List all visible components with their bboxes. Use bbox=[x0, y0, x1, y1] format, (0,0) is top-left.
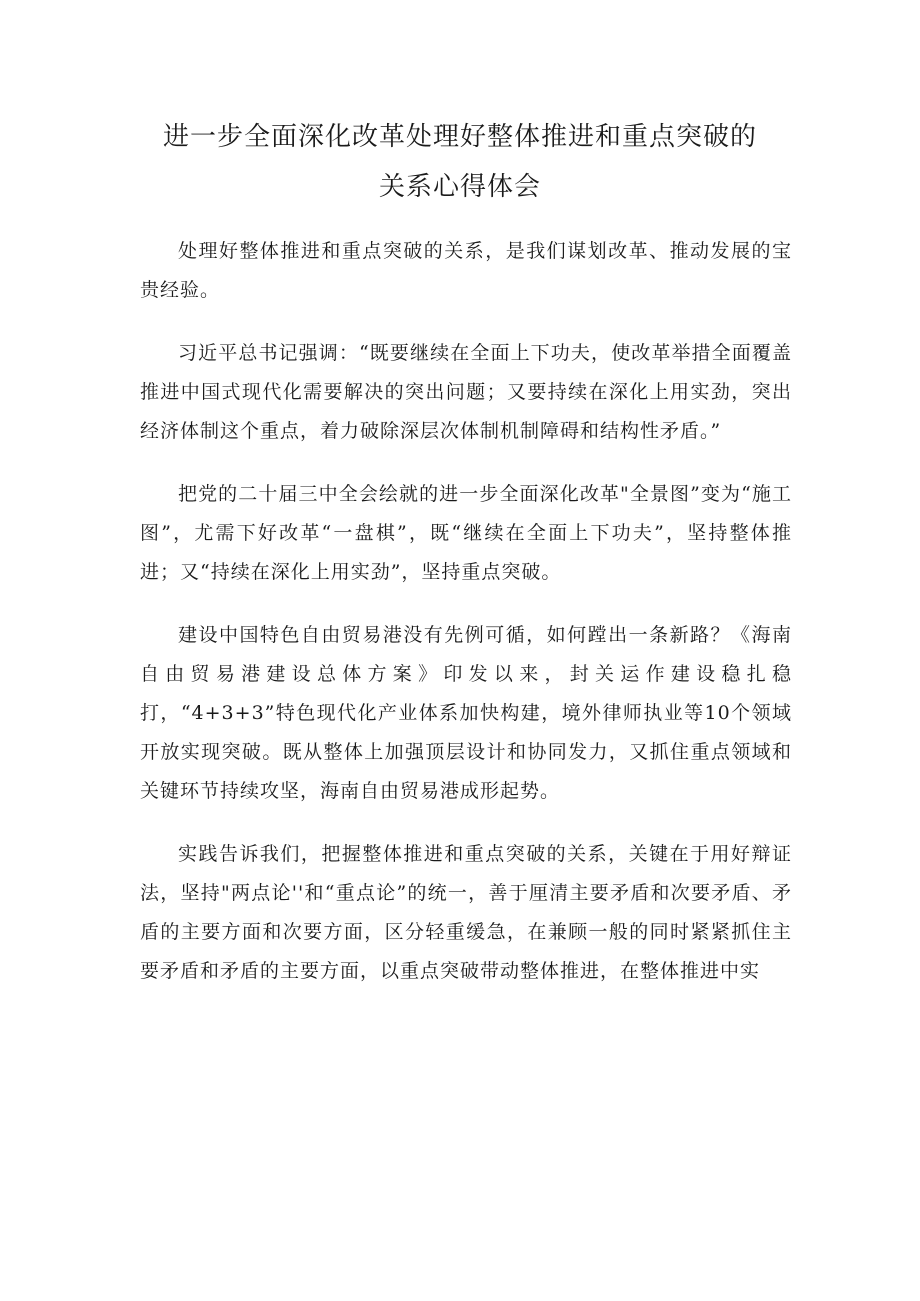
document-title bbox=[120, 112, 800, 212]
title-line-1: 进一步全面深化改革处理好整体推进和重点突破的 bbox=[162, 122, 757, 152]
paragraph-4: 建设中国特色自由贸易港没有先例可循，如何蹚出一条新路？《海南自由贸易港建设总体方案》印发以来，封关运作建设稳扎稳打，“4+3+3”特色现代化产业体系加快构建，境外律师执业等10个领域开放实现突破。既从整体上加强顶层设计和协同发力，又抓住重点领域和关键环节持续攻坚，海南自由贸易港成形起势。 bbox=[140, 624, 792, 802]
document-body bbox=[140, 232, 792, 1015]
paragraph-5: 实践告诉我们，把握整体推进和重点突破的关系，关键在于用好辩证法，坚持"两点论''和“重点论”的统一，善于厘清主要矛盾和次要矛盾、矛盾的主要方面和次要方面，区分轻重缓急，在兼顾一般的同时紧紧抓住主要矛盾和矛盾的主要方面，以重点突破带动整体推进，在整体推进中实 bbox=[140, 843, 792, 982]
title-line-2: 关系心得体会 bbox=[378, 172, 541, 202]
paragraph-2: 习近平总书记强调：“既要继续在全面上下功夫，使改革举措全面覆盖推进中国式现代化需要解决的突出问题；又要持续在深化上用实劲，突出经济体制这个重点，着力破除深层次体制机制障碍和结构性矛盾。” bbox=[140, 342, 792, 442]
paragraph-3: 把党的二十届三中全会绘就的进一步全面深化改革"全景图”变为“施工图”，尤需下好改革“一盘棋”，既“继续在全面上下功夫”，坚持整体推进；又“持续在深化上用实劲”，坚持重点突破。 bbox=[140, 483, 792, 583]
paragraph-1: 处理好整体推进和重点突破的关系，是我们谋划改革、推动发展的宝贵经验。 bbox=[140, 240, 792, 301]
